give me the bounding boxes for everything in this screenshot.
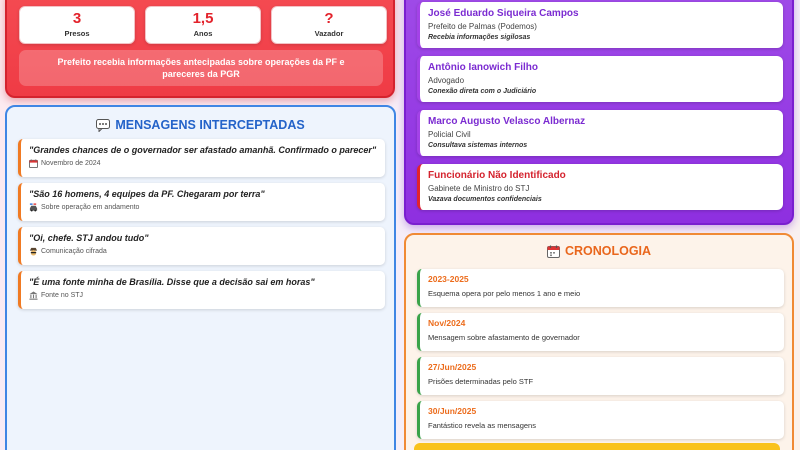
person-name: Antônio Ianowich Filho [428,62,538,73]
timeline-event[interactable] [417,401,784,439]
message-card[interactable] [18,183,385,221]
stat-card-anos [145,6,261,44]
message-meta-text: Sobre operação em andamento [41,204,140,211]
person-role: Policial Civil [428,130,471,139]
person-note: Conexão direta com o Judiciário [428,88,537,95]
stat-value: ? [324,10,334,27]
message-card[interactable] [18,139,385,177]
message-meta-text: Fonte no STJ [41,292,84,299]
spy-icon [29,247,38,256]
person-note: Recebia informações sigilosas [428,34,531,41]
person-card[interactable] [417,56,783,102]
stat-value: 3 [72,10,82,27]
timeline-event[interactable] [417,313,784,351]
message-quote: "São 16 homens, 4 equipes da PF. Chegaram por terra" [29,189,265,199]
timeline-title: CRONOLOGIA [564,244,652,258]
event-date: Nov/2024 [428,318,466,328]
calendar-icon [547,245,560,258]
message-meta-text: Comunicação cifrada [41,248,107,255]
messages-title: MENSAGENS INTERCEPTADAS [115,118,305,132]
message-quote: "Grandes chances de o governador ser afastado amanhã. Confirmado o parecer" [29,145,377,155]
people-panel [404,0,794,225]
event-description: Esquema opera por pelo menos 1 ano e meio [428,289,581,298]
speech-bubble-icon [96,119,110,132]
intercepted-messages-panel [5,105,396,450]
next-section-edge [414,443,780,450]
bank-icon [29,291,38,300]
timeline-heading [406,244,792,258]
person-card-unidentified[interactable] [417,164,783,210]
person-name: José Eduardo Siqueira Campos [428,8,579,19]
messages-heading [7,118,394,132]
event-date: 2023-2025 [428,274,469,284]
message-meta [29,247,377,256]
timeline-event[interactable] [417,357,784,395]
stat-value: 1,5 [192,10,214,27]
police-car-icon [29,203,38,212]
message-list [18,139,385,315]
message-quote: "Oi, chefe. STJ andou tudo" [29,233,149,243]
timeline-panel [404,233,794,450]
stat-label: Anos [193,29,213,38]
message-card[interactable] [18,271,385,309]
stat-card-presos [19,6,135,44]
person-name: Marco Augusto Velasco Albernaz [428,116,586,127]
person-note: Vazava documentos confidenciais [428,196,542,203]
person-card[interactable] [417,110,783,156]
stat-label: Presos [64,29,90,38]
calendar-icon [29,159,38,168]
message-quote: "É uma fonte minha de Brasília. Disse que a decisão sai em horas" [29,277,315,287]
stats-panel [5,0,395,98]
timeline-list [417,269,784,445]
message-meta [29,203,377,212]
person-role: Gabinete de Ministro do STJ [428,184,530,193]
timeline-event[interactable] [417,269,784,307]
event-description: Mensagem sobre afastamento de governador [428,333,580,342]
summary-note: Prefeito recebia informações antecipadas sobre operações da PF e pareceres da PGR [19,50,383,86]
stat-card-vazador [271,6,387,44]
person-role: Prefeito de Palmas (Podemos) [428,22,537,31]
person-card[interactable] [417,2,783,48]
message-meta-text: Novembro de 2024 [41,160,101,167]
person-name: Funcionário Não Identificado [428,170,566,181]
stat-label: Vazador [314,29,344,38]
message-meta [29,159,377,168]
message-card[interactable] [18,227,385,265]
event-description: Fantástico revela as mensagens [428,421,536,430]
event-date: 27/Jun/2025 [428,362,477,372]
person-role: Advogado [428,76,465,85]
event-description: Prisões determinadas pelo STF [428,377,534,386]
person-note: Consultava sistemas internos [428,142,528,149]
event-date: 30/Jun/2025 [428,406,477,416]
stats-row [19,6,387,44]
people-list [417,2,783,218]
message-meta [29,291,377,300]
